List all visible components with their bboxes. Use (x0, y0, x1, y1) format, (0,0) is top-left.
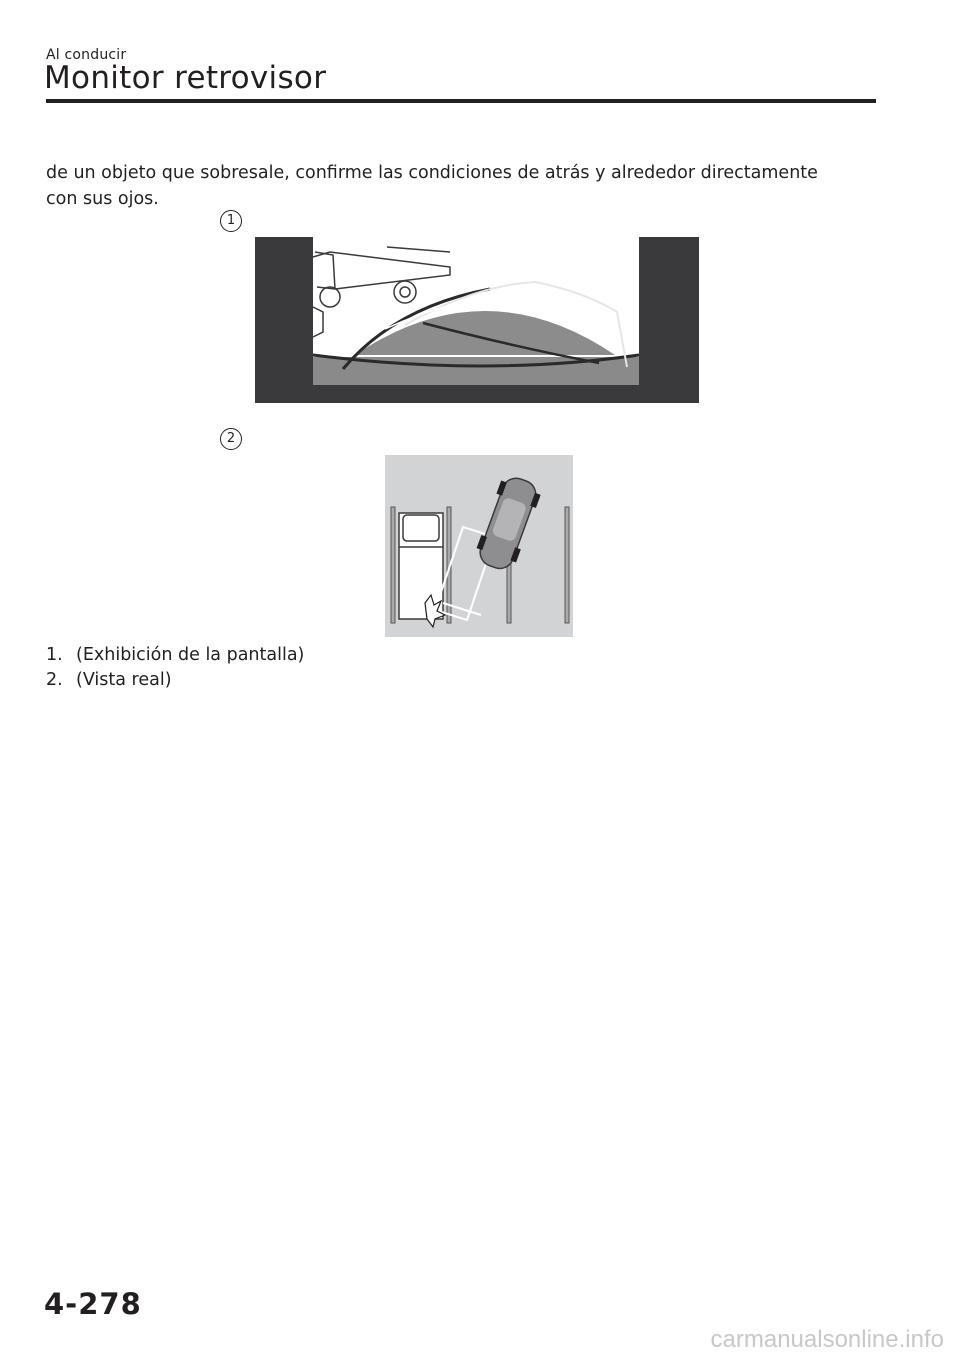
parking-line (565, 507, 569, 623)
top-view-parking-illustration (385, 455, 573, 637)
watermark: carmanualsonline.info (710, 1326, 944, 1353)
rear-camera-screen-illustration (255, 237, 699, 403)
caption-list (46, 643, 304, 693)
figure-callout-1: 1 (220, 210, 242, 232)
page-number: 4-278 (44, 1287, 142, 1321)
figure-callout-2: 2 (220, 428, 242, 450)
parking-line (391, 507, 395, 623)
caption-item: 1. (Exhibición de la pantalla) (46, 645, 305, 665)
section-label: Al conducir (46, 47, 127, 63)
title-rule (46, 99, 876, 103)
caption-item: 2. (Vista real) (46, 670, 172, 690)
body-paragraph: de un objeto que sobresale, confirme las condiciones de atrás y alrededor directamente con sus ojos. (46, 163, 818, 209)
page-title: Monitor retrovisor (44, 60, 327, 96)
